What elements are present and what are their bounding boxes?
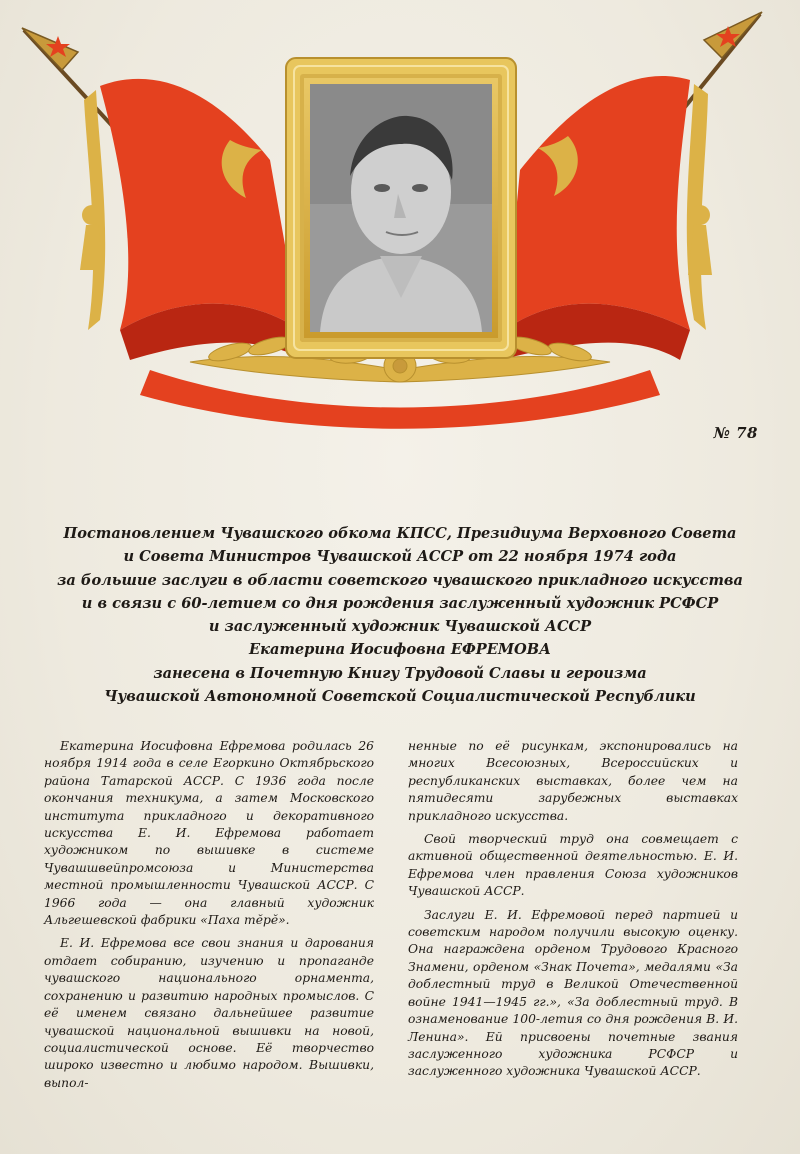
biography-paragraph: Заслуги Е. И. Ефремовой перед партией и советским народом получили высокую оценку. Она награждена орденом Трудового Красного Знамени, орденом «Знак Почета», медалями «За доблестный труд в Великой Отечественной войне 1941—1945 гг.», «За доблестный труд. В ознаменование 100-летия со дня рождения В. И. Ленина». Ей присвоены почетные звания заслуженного художника РСФСР и заслуженного художника Чувашской АССР.	[408, 907, 738, 1079]
decree-line: и Совета Министров Чувашской АССР от 22 ноября 1974 года	[123, 548, 677, 566]
honoree-name: Екатерина Иосифовна ЕФРЕМОВА	[248, 641, 551, 659]
decree-line: Постановлением Чувашского обкома КПСС, Президиума Верховного Совета	[63, 525, 737, 542]
biography-paragraph: Екатерина Иосифовна Ефремова родилась 26 ноября 1914 года в селе Егоркино Октябрьского района Татарской АССР. С 1936 года после окончания техникума, а затем Московского института прикладного и декоративного искусства Е. И. Ефремова работает художником по вышивке в системе Чувашшвейпромсоюза и Министерства местной промышленности Чувашской АССР. С 1966 года — она главный художник Альгешевской фабрики «Паха тĕрĕ».	[44, 739, 374, 928]
portrait-photo	[310, 84, 492, 332]
biography-right-column	[408, 738, 738, 1087]
biography-left-column	[44, 738, 374, 1098]
flag-left-icon	[22, 28, 305, 360]
decree-text	[40, 522, 760, 708]
portrait-frame	[300, 74, 502, 342]
decree-line: и заслуженный художник Чувашской АССР	[208, 618, 592, 636]
biography-paragraph: ненные по её рисункам, экспонировались на многих Всесоюзных, Всероссийских и республиканских выставках, более чем на пятидесяти зарубежных выставках прикладного искусства.	[408, 739, 738, 823]
decree-line: за большие заслуги в области советского чувашского прикладного искусства	[57, 571, 743, 589]
biography-paragraph: Е. И. Ефремова все свои знания и дарования отдает собиранию, изучению и пропаганде чувашского национального орнамента, сохранению и развитию народных промыслов. С её именем связано дальнейшее развитие чувашской национальной вышивки на новой, социалистической основе. Её творчество широко известно и любимо народом. Вышивки, выпол-	[44, 936, 374, 1090]
biography-paragraph: Свой творческий труд она совмещает с активной общественной деятельностью. Е. И. Ефремова член правления Союза художников Чувашской АССР.	[408, 832, 738, 899]
record-number: № 78	[713, 424, 758, 442]
decree-line: и в связи с 60-летием со дня рождения заслуженный художник РСФСР	[81, 594, 719, 612]
decree-line: занесена в Почетную Книгу Трудовой Славы и героизма	[153, 664, 647, 682]
decree-line: Чувашской Автономной Советской Социалистической Республики	[104, 688, 696, 706]
flag-right-icon	[500, 12, 762, 360]
